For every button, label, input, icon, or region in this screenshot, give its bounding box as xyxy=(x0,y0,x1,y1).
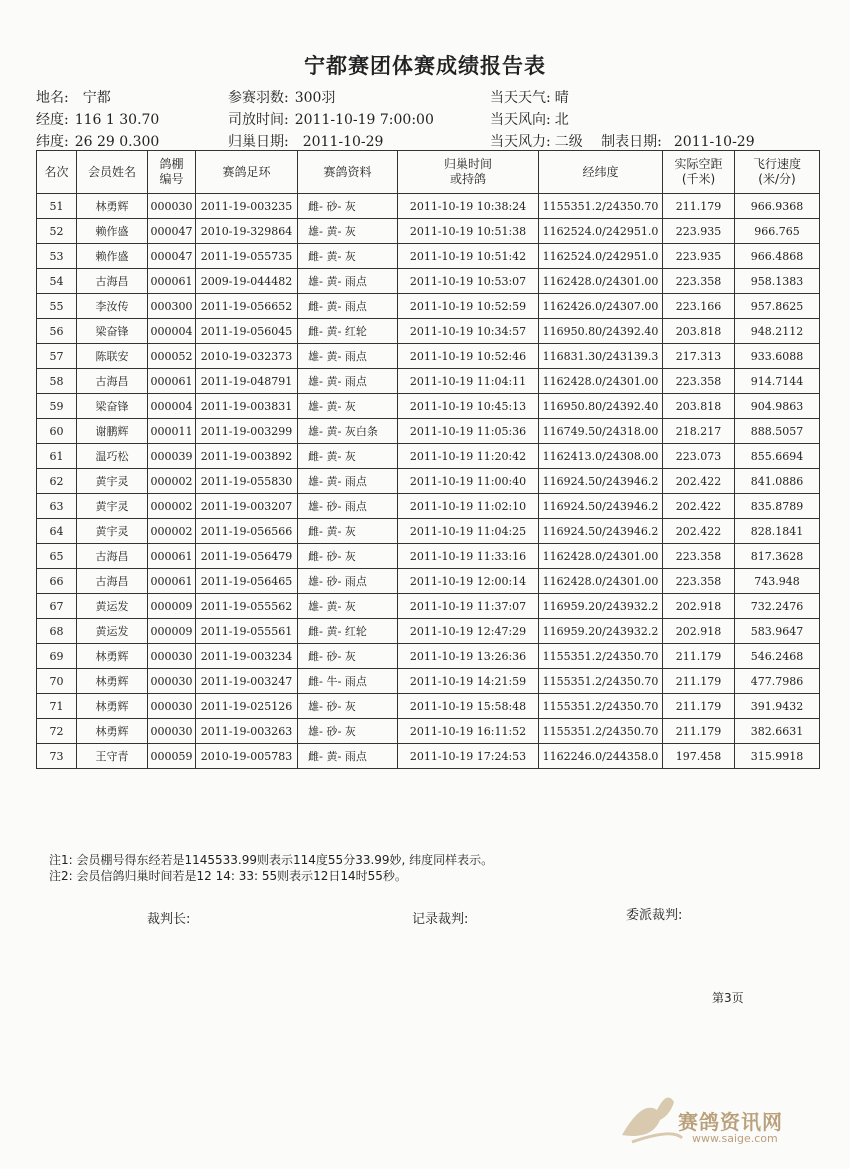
table-cell: 000061 xyxy=(148,569,196,594)
table-cell: 000059 xyxy=(148,744,196,769)
table-cell: 梁奋锋 xyxy=(77,394,148,419)
column-header: 赛鸽资料 xyxy=(298,151,398,194)
table-cell: 黄运发 xyxy=(77,619,148,644)
table-cell: 223.935 xyxy=(663,219,735,244)
table-cell: 黄宇灵 xyxy=(77,519,148,544)
table-cell: 211.179 xyxy=(663,644,735,669)
table-cell: 202.422 xyxy=(663,519,735,544)
table-row xyxy=(37,194,820,219)
table-cell: 51 xyxy=(37,194,77,219)
column-header: 飞行速度 (米/分) xyxy=(735,151,820,194)
table-cell: 70 xyxy=(37,669,77,694)
table-cell: 雌- 黄- 红轮 xyxy=(298,319,398,344)
table-cell: 53 xyxy=(37,244,77,269)
wind-direction-value: 北 xyxy=(554,112,569,128)
table-cell: 000004 xyxy=(148,394,196,419)
table-cell: 林勇辉 xyxy=(77,694,148,719)
table-cell: 雌- 黄- 灰 xyxy=(298,244,398,269)
meta-place xyxy=(36,87,111,107)
table-row xyxy=(37,219,820,244)
table-cell: 王守青 xyxy=(77,744,148,769)
table-cell: 223.358 xyxy=(663,269,735,294)
table-cell: 梁奋锋 xyxy=(77,319,148,344)
table-row xyxy=(37,269,820,294)
table-cell: 2011-19-003234 xyxy=(196,644,298,669)
table-cell: 54 xyxy=(37,269,77,294)
table-cell: 2011-10-19 10:53:07 xyxy=(398,269,539,294)
table-cell: 000009 xyxy=(148,619,196,644)
table-header-row xyxy=(37,151,820,194)
table-row xyxy=(37,369,820,394)
table-cell: 56 xyxy=(37,319,77,344)
table-row xyxy=(37,294,820,319)
table-cell: 2011-19-055735 xyxy=(196,244,298,269)
table-cell: 雄- 砂- 灰 xyxy=(298,719,398,744)
table-cell: 382.6631 xyxy=(735,719,820,744)
table-cell: 72 xyxy=(37,719,77,744)
table-cell: 雌- 黄- 雨点 xyxy=(298,744,398,769)
meta-weather xyxy=(490,87,569,107)
table-cell: 000300 xyxy=(148,294,196,319)
table-cell: 2011-19-048791 xyxy=(196,369,298,394)
watermark-url: www.saige.com xyxy=(692,1132,778,1145)
table-cell: 2011-19-025126 xyxy=(196,694,298,719)
table-cell: 000009 xyxy=(148,594,196,619)
table-cell: 477.7986 xyxy=(735,669,820,694)
table-cell: 2011-19-056465 xyxy=(196,569,298,594)
meta-wind-direction xyxy=(490,109,569,129)
judge-signature-label: 裁判长: xyxy=(147,912,191,927)
column-header: 归巢时间 或持鸽 xyxy=(398,151,539,194)
return-date-label: 归巢日期: xyxy=(228,134,289,150)
table-cell: 雌- 黄- 灰 xyxy=(298,519,398,544)
table-cell: 雌- 砂- 灰 xyxy=(298,644,398,669)
table-row xyxy=(37,319,820,344)
table-cell: 2011-19-056045 xyxy=(196,319,298,344)
column-header: 实际空距 (千米) xyxy=(663,151,735,194)
table-cell: 966.4868 xyxy=(735,244,820,269)
table-cell: 2011-19-003892 xyxy=(196,444,298,469)
meta-count xyxy=(228,87,335,107)
table-cell: 966.9368 xyxy=(735,194,820,219)
longitude-value: 116 1 30.70 xyxy=(74,112,160,128)
table-cell: 2010-19-005783 xyxy=(196,744,298,769)
table-cell: 2010-19-329864 xyxy=(196,219,298,244)
table-cell: 1155351.2/24350.70 xyxy=(539,694,663,719)
wind-force-label: 当天风力: xyxy=(490,134,551,150)
table-cell: 202.918 xyxy=(663,594,735,619)
table-cell: 谢鹏辉 xyxy=(77,419,148,444)
table-cell: 雄- 黄- 灰 xyxy=(298,219,398,244)
table-cell: 2009-19-044482 xyxy=(196,269,298,294)
table-row xyxy=(37,244,820,269)
table-cell: 58 xyxy=(37,369,77,394)
delegate-signature-label: 委派裁判: xyxy=(626,908,683,923)
table-cell: 2011-10-19 10:45:13 xyxy=(398,394,539,419)
column-header: 赛鸽足环 xyxy=(196,151,298,194)
watermark-text: 赛鸽资讯网 xyxy=(678,1110,783,1134)
table-cell: 2011-10-19 14:21:59 xyxy=(398,669,539,694)
table-cell: 66 xyxy=(37,569,77,594)
table-cell: 116924.50/243946.2 xyxy=(539,519,663,544)
table-cell: 雄- 黄- 灰 xyxy=(298,594,398,619)
table-cell: 000030 xyxy=(148,194,196,219)
table-cell: 2011-10-19 10:38:24 xyxy=(398,194,539,219)
table-cell: 116950.80/24392.40 xyxy=(539,319,663,344)
table-cell: 2011-10-19 13:26:36 xyxy=(398,644,539,669)
table-cell: 000030 xyxy=(148,669,196,694)
table-cell: 黄宇灵 xyxy=(77,494,148,519)
table-cell: 000061 xyxy=(148,369,196,394)
table-cell: 2011-10-19 11:33:16 xyxy=(398,544,539,569)
table-cell: 583.9647 xyxy=(735,619,820,644)
table-cell: 雄- 黄- 雨点 xyxy=(298,269,398,294)
table-cell: 223.358 xyxy=(663,544,735,569)
meta-return-date xyxy=(228,131,383,151)
table-cell: 1162426.0/24307.00 xyxy=(539,294,663,319)
table-cell: 223.358 xyxy=(663,369,735,394)
table-cell: 温巧松 xyxy=(77,444,148,469)
table-cell: 林勇辉 xyxy=(77,194,148,219)
recorder-signature-label: 记录裁判: xyxy=(412,912,469,927)
table-cell: 2011-10-19 11:05:36 xyxy=(398,419,539,444)
table-cell: 835.8789 xyxy=(735,494,820,519)
meta-latitude xyxy=(36,131,159,151)
table-cell: 雌- 牛- 雨点 xyxy=(298,669,398,694)
table-cell: 2011-19-056479 xyxy=(196,544,298,569)
table-cell: 61 xyxy=(37,444,77,469)
table-cell: 69 xyxy=(37,644,77,669)
table-cell: 000061 xyxy=(148,544,196,569)
table-cell: 2011-10-19 16:11:52 xyxy=(398,719,539,744)
table-cell: 60 xyxy=(37,419,77,444)
table-cell: 2011-10-19 12:00:14 xyxy=(398,569,539,594)
table-row xyxy=(37,519,820,544)
table-cell: 000052 xyxy=(148,344,196,369)
table-cell: 202.422 xyxy=(663,494,735,519)
table-cell: 957.8625 xyxy=(735,294,820,319)
table-cell: 2011-10-19 11:02:10 xyxy=(398,494,539,519)
table-body xyxy=(37,194,820,769)
table-cell: 817.3628 xyxy=(735,544,820,569)
table-cell: 65 xyxy=(37,544,77,569)
table-cell: 855.6694 xyxy=(735,444,820,469)
table-row xyxy=(37,594,820,619)
table-cell: 2011-19-003235 xyxy=(196,194,298,219)
release-time-label: 司放时间: xyxy=(228,112,289,128)
column-header: 会员姓名 xyxy=(77,151,148,194)
wind-force-value: 二级 xyxy=(554,134,583,150)
table-cell: 914.7144 xyxy=(735,369,820,394)
table-cell: 2011-19-003263 xyxy=(196,719,298,744)
table-cell: 000030 xyxy=(148,719,196,744)
table-cell: 古海昌 xyxy=(77,269,148,294)
table-cell: 000039 xyxy=(148,444,196,469)
table-row xyxy=(37,619,820,644)
table-cell: 315.9918 xyxy=(735,744,820,769)
results-table xyxy=(36,150,820,769)
table-cell: 赖作盛 xyxy=(77,244,148,269)
release-time-value: 2011-10-19 7:00:00 xyxy=(294,112,434,128)
table-row xyxy=(37,444,820,469)
place-label: 地名: xyxy=(36,90,69,106)
table-cell: 116950.80/24392.40 xyxy=(539,394,663,419)
table-cell: 000047 xyxy=(148,219,196,244)
table-cell: 1162428.0/24301.00 xyxy=(539,544,663,569)
table-cell: 116959.20/243932.2 xyxy=(539,594,663,619)
table-cell: 雌- 黄- 灰 xyxy=(298,444,398,469)
table-cell: 2011-10-19 11:04:25 xyxy=(398,519,539,544)
table-row xyxy=(37,644,820,669)
table-cell: 223.073 xyxy=(663,444,735,469)
table-cell: 雌- 砂- 灰 xyxy=(298,544,398,569)
table-cell: 63 xyxy=(37,494,77,519)
table-cell: 743.948 xyxy=(735,569,820,594)
table-cell: 203.818 xyxy=(663,394,735,419)
note-2: 注2: 会员信鸽归巢时间若是12 14: 33: 55则表示12日14时55秒。 xyxy=(49,869,407,883)
table-cell: 2011-10-19 10:51:38 xyxy=(398,219,539,244)
table-cell: 2011-10-19 10:51:42 xyxy=(398,244,539,269)
table-cell: 黄运发 xyxy=(77,594,148,619)
table-cell: 2011-19-056652 xyxy=(196,294,298,319)
meta-release-time xyxy=(228,109,434,129)
table-cell: 雄- 黄- 雨点 xyxy=(298,469,398,494)
table-cell: 59 xyxy=(37,394,77,419)
table-cell: 1155351.2/24350.70 xyxy=(539,719,663,744)
table-cell: 雌- 黄- 雨点 xyxy=(298,294,398,319)
column-header: 经纬度 xyxy=(539,151,663,194)
table-cell: 2011-10-19 11:20:42 xyxy=(398,444,539,469)
table-cell: 雄- 砂- 雨点 xyxy=(298,569,398,594)
table-row xyxy=(37,469,820,494)
table-cell: 林勇辉 xyxy=(77,719,148,744)
table-cell: 71 xyxy=(37,694,77,719)
table-cell: 000002 xyxy=(148,519,196,544)
table-cell: 2011-10-19 11:37:07 xyxy=(398,594,539,619)
table-cell: 888.5057 xyxy=(735,419,820,444)
table-cell: 211.179 xyxy=(663,694,735,719)
table-cell: 1155351.2/24350.70 xyxy=(539,669,663,694)
table-cell: 雄- 砂- 灰 xyxy=(298,694,398,719)
table-cell: 116831.30/243139.3 xyxy=(539,344,663,369)
table-cell: 116924.50/243946.2 xyxy=(539,469,663,494)
table-cell: 000030 xyxy=(148,644,196,669)
table-cell: 雌- 砂- 灰 xyxy=(298,194,398,219)
page-title: 宁都赛团体赛成绩报告表 xyxy=(304,54,546,78)
table-cell: 57 xyxy=(37,344,77,369)
table-cell: 2011-19-056566 xyxy=(196,519,298,544)
table-cell: 223.935 xyxy=(663,244,735,269)
table-cell: 55 xyxy=(37,294,77,319)
table-cell: 841.0886 xyxy=(735,469,820,494)
table-cell: 1155351.2/24350.70 xyxy=(539,644,663,669)
table-row xyxy=(37,744,820,769)
table-cell: 000030 xyxy=(148,694,196,719)
table-cell: 2011-19-003299 xyxy=(196,419,298,444)
table-cell: 2011-10-19 10:52:46 xyxy=(398,344,539,369)
table-cell: 62 xyxy=(37,469,77,494)
table-cell: 古海昌 xyxy=(77,569,148,594)
table-cell: 2011-10-19 10:52:59 xyxy=(398,294,539,319)
table-cell: 828.1841 xyxy=(735,519,820,544)
return-date-value: 2011-10-29 xyxy=(302,134,384,150)
table-cell: 陈联安 xyxy=(77,344,148,369)
table-cell: 2011-10-19 11:04:11 xyxy=(398,369,539,394)
table-cell: 546.2468 xyxy=(735,644,820,669)
table-cell: 2011-19-055830 xyxy=(196,469,298,494)
table-cell: 古海昌 xyxy=(77,369,148,394)
table-cell: 1162413.0/24308.00 xyxy=(539,444,663,469)
table-cell: 1162428.0/24301.00 xyxy=(539,269,663,294)
table-cell: 211.179 xyxy=(663,194,735,219)
table-cell: 933.6088 xyxy=(735,344,820,369)
table-cell: 雄- 黄- 灰 xyxy=(298,394,398,419)
table-row xyxy=(37,494,820,519)
table-row xyxy=(37,569,820,594)
table-cell: 雄- 黄- 雨点 xyxy=(298,369,398,394)
table-cell: 904.9863 xyxy=(735,394,820,419)
table-row xyxy=(37,419,820,444)
column-header: 名次 xyxy=(37,151,77,194)
latitude-label: 纬度: xyxy=(36,134,69,150)
table-cell: 黄宇灵 xyxy=(77,469,148,494)
latitude-value: 26 29 0.300 xyxy=(74,134,160,150)
table-row xyxy=(37,694,820,719)
table-cell: 2011-19-055561 xyxy=(196,619,298,644)
table-cell: 赖作盛 xyxy=(77,219,148,244)
table-cell: 966.765 xyxy=(735,219,820,244)
table-cell: 948.2112 xyxy=(735,319,820,344)
table-cell: 000061 xyxy=(148,269,196,294)
table-cell: 000002 xyxy=(148,494,196,519)
table-row xyxy=(37,344,820,369)
table-row xyxy=(37,719,820,744)
weather-value: 晴 xyxy=(554,90,569,106)
table-cell: 116749.50/24318.00 xyxy=(539,419,663,444)
table-cell: 2010-19-032373 xyxy=(196,344,298,369)
table-cell: 000002 xyxy=(148,469,196,494)
table-cell: 1162428.0/24301.00 xyxy=(539,569,663,594)
table-cell: 000004 xyxy=(148,319,196,344)
table-cell: 68 xyxy=(37,619,77,644)
wind-direction-label: 当天风向: xyxy=(490,112,551,128)
count-value: 300羽 xyxy=(294,90,336,106)
table-cell: 211.179 xyxy=(663,669,735,694)
table-cell: 67 xyxy=(37,594,77,619)
table-row xyxy=(37,669,820,694)
table-cell: 2011-10-19 17:24:53 xyxy=(398,744,539,769)
table-cell: 73 xyxy=(37,744,77,769)
table-cell: 1162524.0/242951.0 xyxy=(539,244,663,269)
table-cell: 2011-19-003831 xyxy=(196,394,298,419)
table-cell: 李汝传 xyxy=(77,294,148,319)
table-cell: 116924.50/243946.2 xyxy=(539,494,663,519)
longitude-label: 经度: xyxy=(36,112,69,128)
table-cell: 林勇辉 xyxy=(77,644,148,669)
table-cell: 2011-10-19 11:00:40 xyxy=(398,469,539,494)
column-header: 鸽棚 编号 xyxy=(148,151,196,194)
made-date-value: 2011-10-29 xyxy=(673,134,755,150)
table-cell: 雄- 黄- 灰白条 xyxy=(298,419,398,444)
table-cell: 2011-19-003207 xyxy=(196,494,298,519)
table-cell: 391.9432 xyxy=(735,694,820,719)
table-cell: 116959.20/243932.2 xyxy=(539,619,663,644)
table-cell: 197.458 xyxy=(663,744,735,769)
made-date-label: 制表日期: xyxy=(601,134,662,150)
table-cell: 223.166 xyxy=(663,294,735,319)
table-cell: 2011-10-19 15:58:48 xyxy=(398,694,539,719)
table-cell: 1162428.0/24301.00 xyxy=(539,369,663,394)
table-cell: 223.358 xyxy=(663,569,735,594)
table-cell: 雄- 砂- 雨点 xyxy=(298,494,398,519)
table-cell: 211.179 xyxy=(663,719,735,744)
table-cell: 1155351.2/24350.70 xyxy=(539,194,663,219)
table-cell: 1162524.0/242951.0 xyxy=(539,219,663,244)
table-cell: 217.313 xyxy=(663,344,735,369)
note-1: 注1: 会员棚号得东经若是1145533.99则表示114度55分33.99妙, 纬度同样表示。 xyxy=(49,853,494,867)
table-cell: 古海昌 xyxy=(77,544,148,569)
weather-label: 当天天气: xyxy=(490,90,551,106)
table-cell: 林勇辉 xyxy=(77,669,148,694)
table-cell: 1162246.0/244358.0 xyxy=(539,744,663,769)
table-row xyxy=(37,544,820,569)
table-cell: 2011-10-19 10:34:57 xyxy=(398,319,539,344)
table-cell: 雌- 黄- 红轮 xyxy=(298,619,398,644)
meta-longitude xyxy=(36,109,159,129)
table-cell: 2011-19-055562 xyxy=(196,594,298,619)
table-cell: 218.217 xyxy=(663,419,735,444)
table-cell: 2011-10-19 12:47:29 xyxy=(398,619,539,644)
table-row xyxy=(37,394,820,419)
table-cell: 52 xyxy=(37,219,77,244)
table-cell: 雄- 黄- 雨点 xyxy=(298,344,398,369)
meta-wind-force xyxy=(490,131,755,151)
table-cell: 732.2476 xyxy=(735,594,820,619)
table-cell: 000011 xyxy=(148,419,196,444)
table-cell: 202.918 xyxy=(663,619,735,644)
place-value: 宁都 xyxy=(82,90,111,106)
table-cell: 2011-19-003247 xyxy=(196,669,298,694)
count-label: 参赛羽数: xyxy=(228,90,289,106)
table-cell: 202.422 xyxy=(663,469,735,494)
table-cell: 203.818 xyxy=(663,319,735,344)
page-number: 第3页 xyxy=(712,991,744,1005)
table-cell: 64 xyxy=(37,519,77,544)
table-cell: 958.1383 xyxy=(735,269,820,294)
table-cell: 000047 xyxy=(148,244,196,269)
